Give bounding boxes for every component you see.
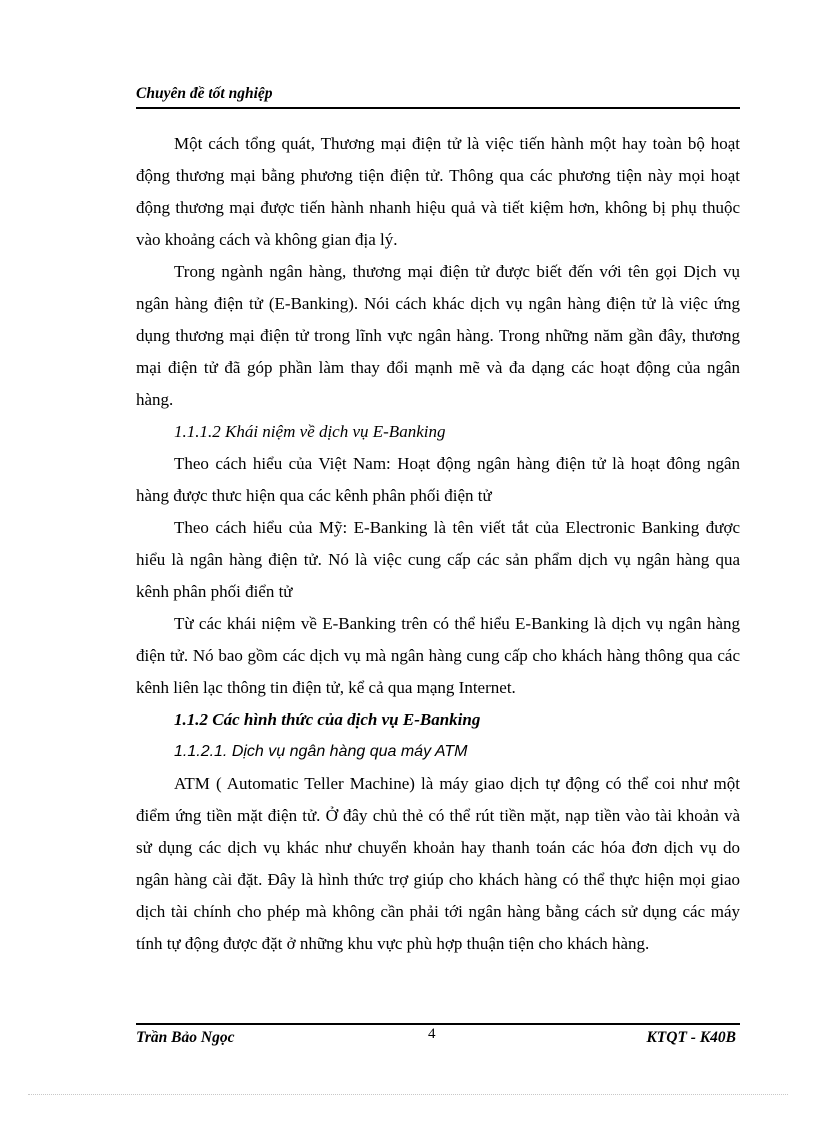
section-heading-1-1-2-1: 1.1.2.1. Dịch vụ ngân hàng qua máy ATM xyxy=(174,743,468,760)
paragraph-vietnam-definition: Theo cách hiểu của Việt Nam: Hoạt động ngân hàng điện tử là hoạt đông ngân hàng được thưc hiện qua các kênh phân phối điện tử xyxy=(136,454,740,505)
paragraph-us-definition: Theo cách hiểu của Mỹ: E-Banking là tên viết tắt của Electronic Banking được hiểu là ngân hàng điện tử. Nó là việc cung cấp các sản phẩm dịch vụ ngân hàng qua kênh phân phối điển tử xyxy=(136,518,740,601)
page-bottom-divider xyxy=(28,1094,788,1095)
paragraph-banking-ecommerce: Trong ngành ngân hàng, thương mại điện tử được biết đến với tên gọi Dịch vụ ngân hàng điện tử (E-Banking). Nói cách khác dịch vụ ngân hàng điện tử là việc ứng dụng thương mại điện tử trong lĩnh vực ngân hàng. Trong những năm gần đây, thương mại điện tử đã góp phần làm thay đổi mạnh mẽ và đa dạng các hoạt động của ngân hàng. xyxy=(136,262,740,409)
document-body xyxy=(136,128,740,960)
paragraph-ecommerce-overview: Một cách tổng quát, Thương mại điện tử là việc tiến hành một hay toàn bộ hoạt động thương mại bằng phương tiện điện tử. Thông qua các phương tiện này mọi hoạt động thương mại được tiến hành nhanh hiệu quả và tiết kiệm hơn, không bị phụ thuộc vào khoảng cách và không gian địa lý. xyxy=(136,134,740,249)
section-heading-1-1-1-2: 1.1.1.2 Khái niệm về dịch vụ E-Banking xyxy=(174,422,446,441)
paragraph-ebanking-summary: Từ các khái niệm về E-Banking trên có thể hiểu E-Banking là dịch vụ ngân hàng điện tử. Nó bao gồm các dịch vụ mà ngân hàng cung cấp cho khách hàng thông qua các kênh liên lạc thông tin điện tử, kể cả qua mạng Internet. xyxy=(136,614,740,697)
paragraph-atm-description: ATM ( Automatic Teller Machine) là máy giao dịch tự động có thể coi như một điểm ứng tiền mặt điện tử. Ở đây chủ thẻ có thể rút tiền mặt, nạp tiền vào tài khoản và sử dụng các dịch vụ khác như chuyển khoản hay thanh toán các hóa đơn dịch vụ do ngân hàng cài đặt. Đây là hình thức trợ giúp cho khách hàng có thể thực hiện mọi giao dịch tài chính cho phép mà không cần phải tới ngân hàng bằng cách sử dụng các máy tính tự động được đặt ở những khu vực phù hợp thuận tiện cho khách hàng. xyxy=(136,774,740,953)
page-header xyxy=(136,81,740,109)
page-footer xyxy=(136,1023,740,1053)
header-title: Chuyên đề tốt nghiệp xyxy=(136,85,273,102)
footer-class-code: KTQT - K40B xyxy=(646,1029,736,1046)
page-number: 4 xyxy=(428,1026,436,1042)
footer-author: Trần Bảo Ngọc xyxy=(136,1029,235,1046)
section-heading-1-1-2: 1.1.2 Các hình thức của dịch vụ E-Banking xyxy=(174,710,481,729)
